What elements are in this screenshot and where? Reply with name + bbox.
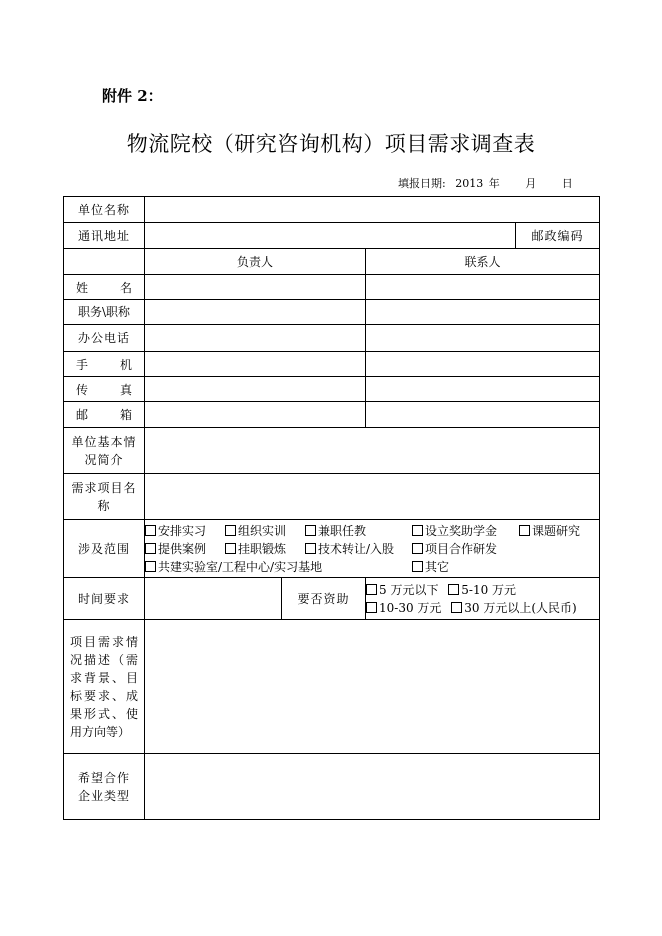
responsible-header: 负责人 [145,249,366,275]
funding-option[interactable]: 5 万元以下 [366,583,438,597]
funding-options [366,578,600,620]
checkbox-icon[interactable] [412,561,423,572]
fax-label: 传真 [76,382,132,397]
scope-option[interactable]: 设立奖助学金 [412,522,497,540]
contact-name-field[interactable] [366,275,600,300]
contact-position-field[interactable] [366,300,600,325]
unit-intro-label: 单位基本情况简介 [71,434,137,467]
scope-label: 涉及范围 [64,520,145,578]
description-field[interactable] [145,620,600,754]
contact-office-phone-field[interactable] [366,325,600,352]
checkbox-icon[interactable] [366,602,377,613]
scope-option[interactable]: 项目合作研发 [412,540,497,558]
checkbox-icon[interactable] [305,525,316,536]
unit-intro-field[interactable] [145,428,600,474]
funding-option[interactable]: 30 万元以上(人民币) [451,601,576,615]
checkbox-icon[interactable] [366,584,377,595]
survey-form-table [63,196,600,820]
checkbox-icon[interactable] [412,525,423,536]
form-title: 物流院校（研究咨询机构）项目需求调查表 [126,132,536,156]
unit-name-field[interactable] [145,197,600,223]
responsible-office-phone-field[interactable] [145,325,366,352]
responsible-mobile-field[interactable] [145,352,366,377]
fill-date-day: 日 [561,177,573,190]
scope-option[interactable]: 安排实习 [145,522,206,540]
description-label: 项目需求情况描述（需求背景、目标要求、成果形式、使用方向等） [70,634,138,739]
fill-date-label: 填报日期: [398,177,446,190]
attachment-label: 附件 2： [102,87,163,105]
funding-label: 要否资助 [282,578,366,620]
enterprise-type-field[interactable] [145,754,600,820]
name-label: 姓名 [76,280,132,295]
checkbox-icon[interactable] [225,525,236,536]
responsible-fax-field[interactable] [145,377,366,402]
fill-date-year: 2013 年 [455,177,500,190]
contact-mobile-field[interactable] [366,352,600,377]
checkbox-icon[interactable] [412,543,423,554]
scope-option[interactable]: 技术转让/入股 [305,540,394,558]
contact-header: 联系人 [366,249,600,275]
unit-name-label: 单位名称 [64,197,145,223]
address-label: 通讯地址 [64,223,145,249]
scope-option[interactable]: 兼职任教 [305,522,366,540]
email-label: 邮箱 [76,408,132,422]
checkbox-icon[interactable] [145,561,156,572]
postcode-label: 邮政编码 [516,223,600,249]
contact-email-field[interactable] [366,402,600,428]
scope-option[interactable]: 挂职锻炼 [225,540,286,558]
checkbox-icon[interactable] [305,543,316,554]
office-phone-label: 办公电话 [64,325,145,352]
fill-date [398,175,573,191]
project-name-field[interactable] [145,474,600,520]
enterprise-type-label: 希望合作企业类型 [77,770,130,803]
scope-option[interactable]: 提供案例 [145,540,206,558]
address-field[interactable] [145,223,516,249]
funding-option[interactable]: 10-30 万元 [366,601,441,615]
header-empty-cell [64,249,145,275]
scope-options [145,520,600,578]
scope-option[interactable]: 组织实训 [225,522,286,540]
responsible-position-field[interactable] [145,300,366,325]
checkbox-icon[interactable] [448,584,459,595]
position-label: 职务\职称 [64,300,145,325]
checkbox-icon[interactable] [145,525,156,536]
mobile-label: 手机 [76,357,132,372]
funding-option[interactable]: 5-10 万元 [448,583,516,597]
scope-option[interactable]: 其它 [412,558,449,576]
scope-option[interactable]: 课题研究 [519,522,580,540]
time-field[interactable] [145,578,282,620]
scope-option[interactable]: 共建实验室/工程中心/实习基地 [145,558,322,576]
checkbox-icon[interactable] [145,543,156,554]
checkbox-icon[interactable] [225,543,236,554]
fill-date-month: 月 [525,177,537,190]
responsible-email-field[interactable] [145,402,366,428]
project-name-label: 需求项目名称 [71,480,137,513]
checkbox-icon[interactable] [519,525,530,536]
time-label: 时间要求 [64,578,145,620]
responsible-name-field[interactable] [145,275,366,300]
contact-fax-field[interactable] [366,377,600,402]
checkbox-icon[interactable] [451,602,462,613]
